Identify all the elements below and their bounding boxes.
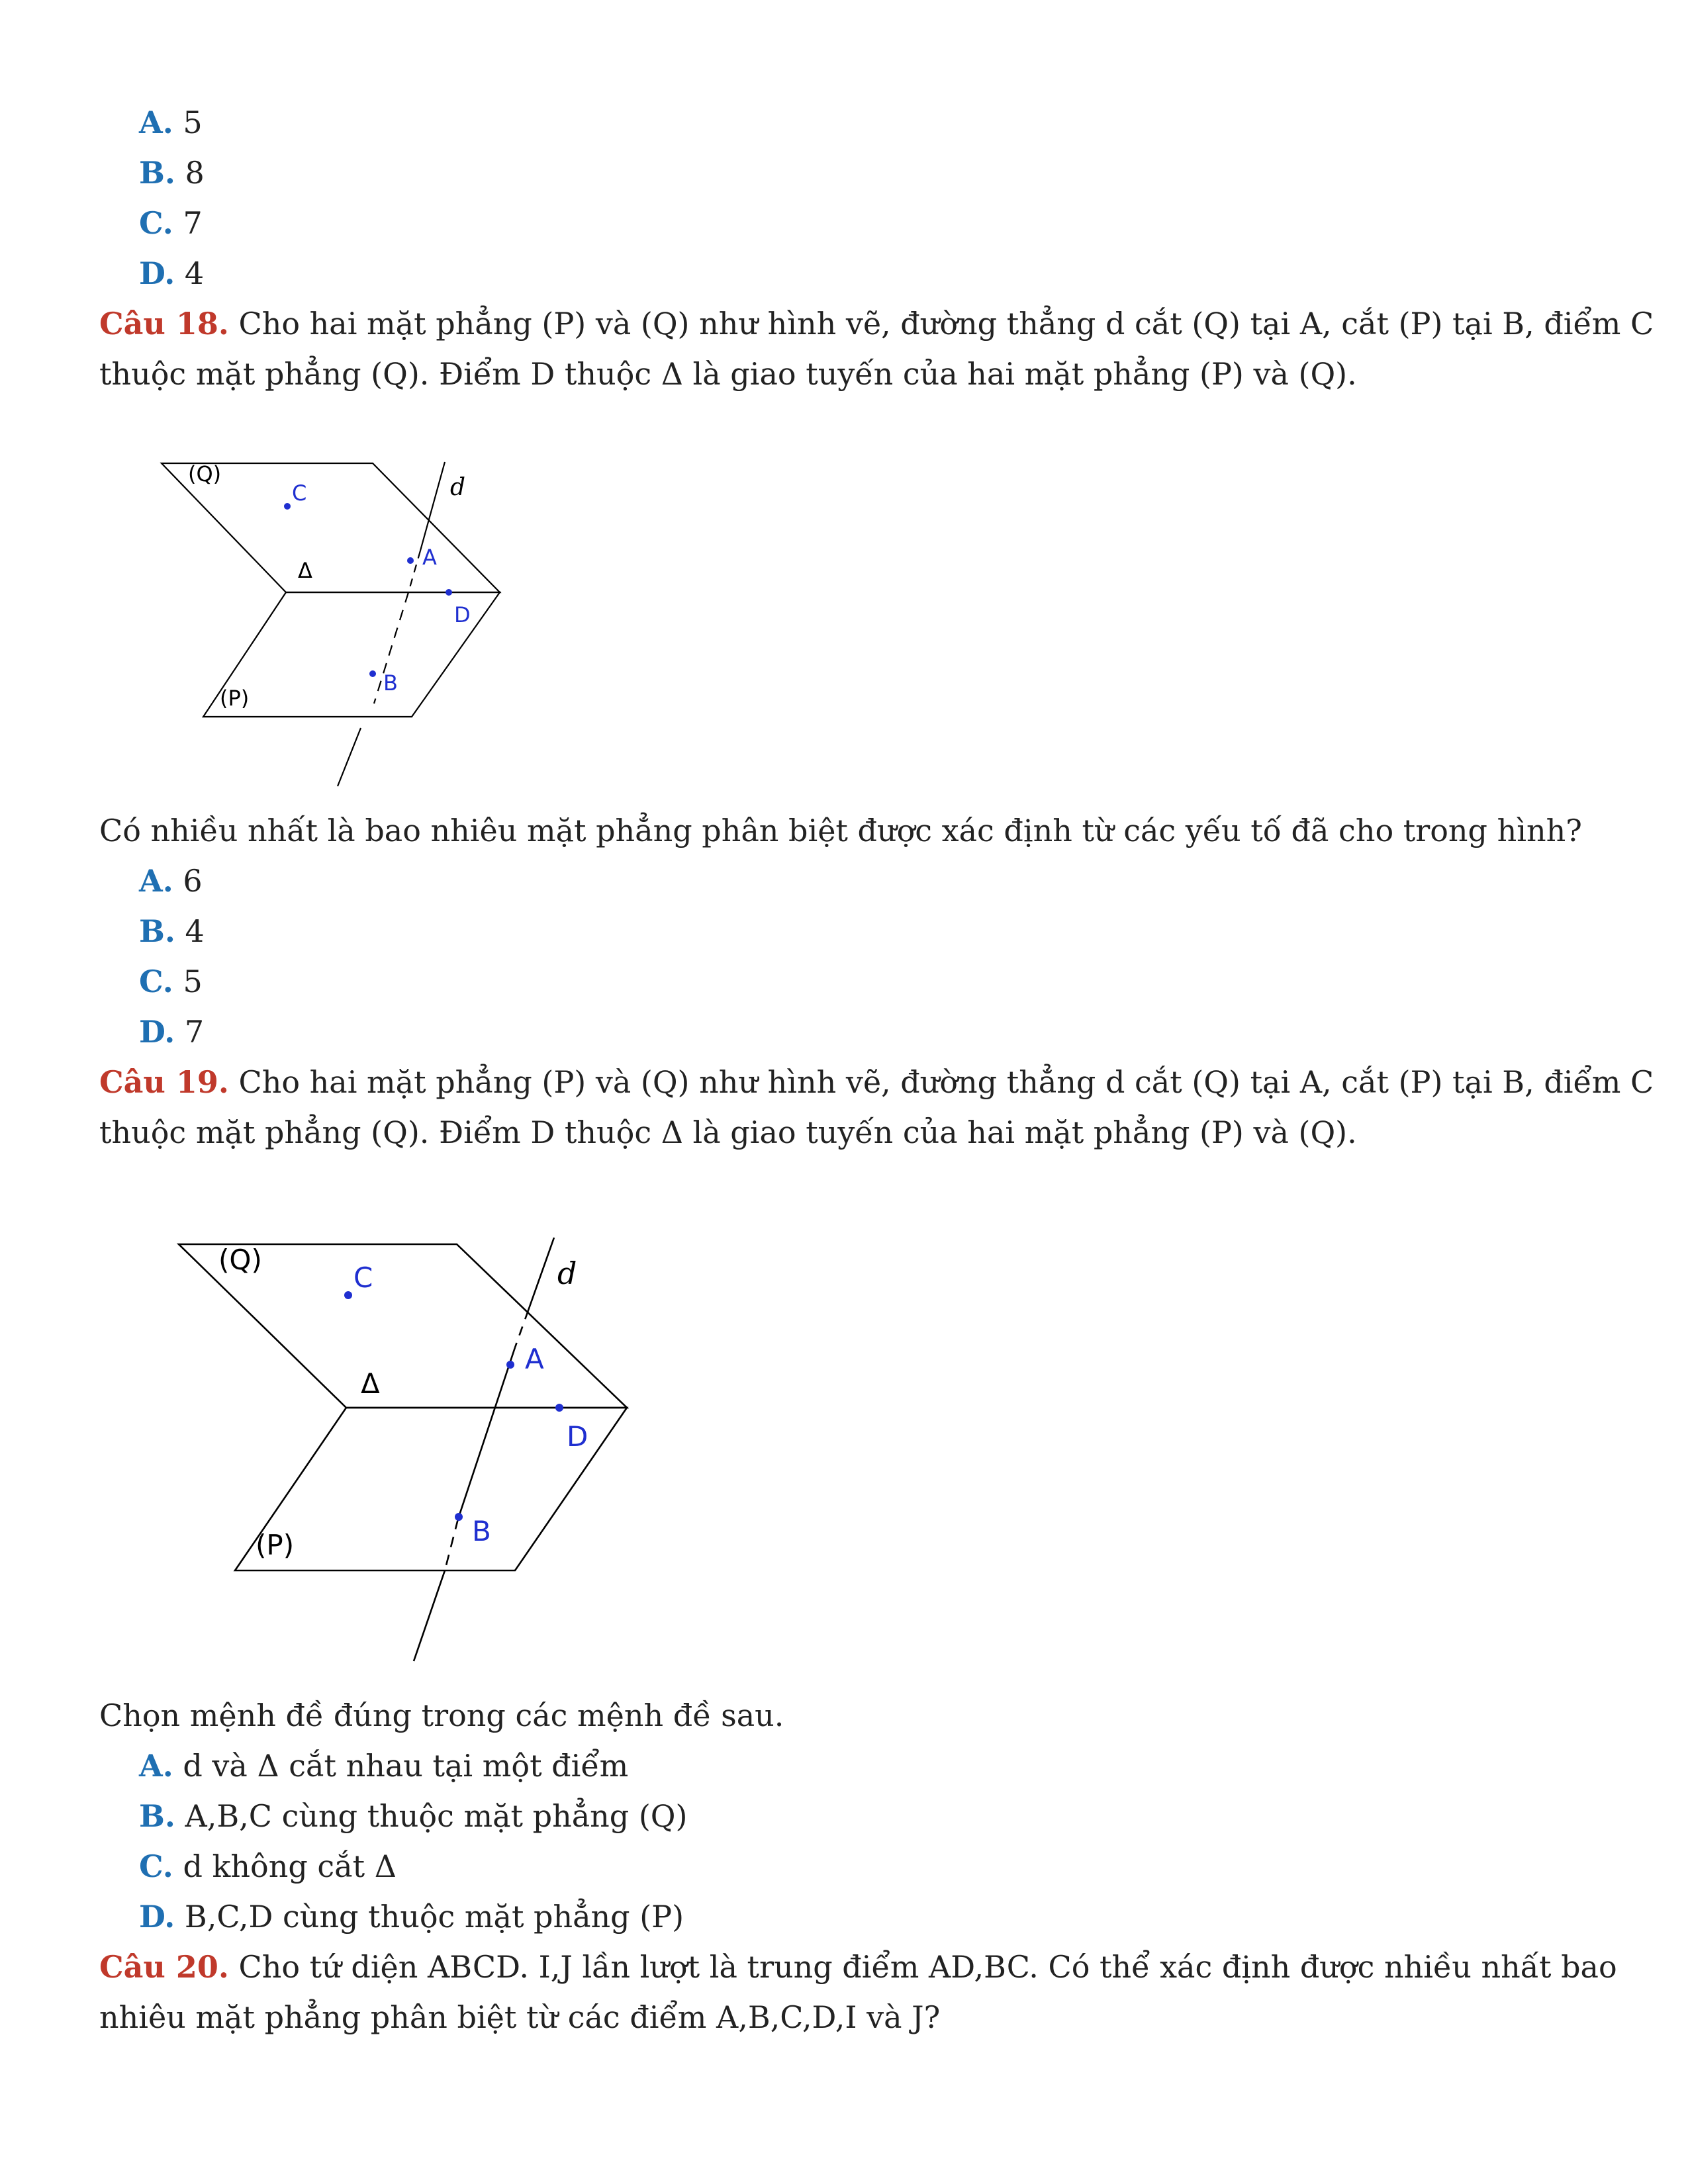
label-c: C <box>292 480 307 506</box>
point-d-dot <box>445 589 452 596</box>
line-d-top <box>420 462 445 551</box>
point-a-dot <box>506 1361 514 1369</box>
q17-option-b: B. 8 <box>139 155 205 191</box>
q18-option-d: D. 7 <box>139 1014 205 1050</box>
line-d-middle <box>458 1347 515 1519</box>
q19-option-d: D. B,C,D cùng thuộc mặt phẳng (P) <box>139 1899 684 1934</box>
label-delta: Δ <box>361 1367 380 1400</box>
line-d-under-q <box>408 551 420 592</box>
label-b: B <box>472 1515 491 1547</box>
q19-option-a: A. d và Δ cắt nhau tại một điểm <box>139 1748 629 1784</box>
q19-question: Chọn mệnh đề đúng trong các mệnh đề sau. <box>99 1698 784 1733</box>
label-q: (Q) <box>188 461 222 486</box>
line-d-bottom <box>414 1570 445 1661</box>
point-c-dot <box>344 1291 352 1299</box>
label-a: A <box>422 545 437 570</box>
point-c-dot <box>284 503 291 510</box>
q18-option-c: C. 5 <box>139 964 203 999</box>
line-d-bottom <box>338 728 361 786</box>
q18-option-a: A. 6 <box>139 863 203 899</box>
line-d-under-q <box>515 1310 528 1347</box>
q17-option-a: A. 5 <box>139 105 203 140</box>
label-b: B <box>383 670 398 696</box>
q19-line1: Câu 19. Cho hai mặt phẳng (P) và (Q) như hình vẽ, đường thẳng d cắt (Q) tại A, cắt (P) tại B, điểm C <box>99 1064 1654 1100</box>
line-d-top <box>528 1238 554 1310</box>
q18-line2: thuộc mặt phẳng (Q). Điểm D thuộc Δ là giao tuyến của hai mặt phẳng (P) và (Q). <box>99 356 1357 392</box>
point-a-dot <box>407 557 414 564</box>
label-d-line: d <box>557 1255 577 1291</box>
q19-figure <box>0 1218 662 1681</box>
point-d-dot <box>555 1404 563 1412</box>
q17-option-d: D. 4 <box>139 255 205 291</box>
q20-line2: nhiêu mặt phẳng phân biệt từ các điểm A,B,C,D,I và J? <box>99 1999 941 2035</box>
label-c: C <box>353 1261 373 1294</box>
point-b-dot <box>455 1513 463 1521</box>
line-d-under-p <box>445 1519 458 1570</box>
q18-option-b: B. 4 <box>139 913 205 949</box>
label-delta: Δ <box>298 558 312 583</box>
q18-question: Có nhiều nhất là bao nhiêu mặt phẳng phân biệt được xác định từ các yếu tố đã cho trong hình? <box>99 813 1582 848</box>
point-b-dot <box>369 670 376 677</box>
q20-line1: Câu 20. Cho tứ diện ABCD. I,J lần lượt là trung điểm AD,BC. Có thể xác định được nhiều nhất bao <box>99 1949 1617 1985</box>
q19-line2: thuộc mặt phẳng (Q). Điểm D thuộc Δ là giao tuyến của hai mặt phẳng (P) và (Q). <box>99 1115 1357 1150</box>
q17-option-c: C. 7 <box>139 205 203 241</box>
label-p: (P) <box>256 1529 295 1561</box>
label-d-line: d <box>450 474 466 501</box>
label-a: A <box>525 1343 544 1375</box>
label-p: (P) <box>220 686 250 711</box>
label-d-point: D <box>567 1420 588 1453</box>
q19-option-b: B. A,B,C cùng thuộc mặt phẳng (Q) <box>139 1798 688 1834</box>
q18-line1: Câu 18. Cho hai mặt phẳng (P) và (Q) như hình vẽ, đường thẳng d cắt (Q) tại A, cắt (P) tại B, điểm C <box>99 306 1654 341</box>
q18-figure <box>0 437 530 807</box>
q19-option-c: C. d không cắt Δ <box>139 1848 397 1884</box>
label-q: (Q) <box>218 1244 262 1276</box>
label-d-point: D <box>454 602 471 627</box>
